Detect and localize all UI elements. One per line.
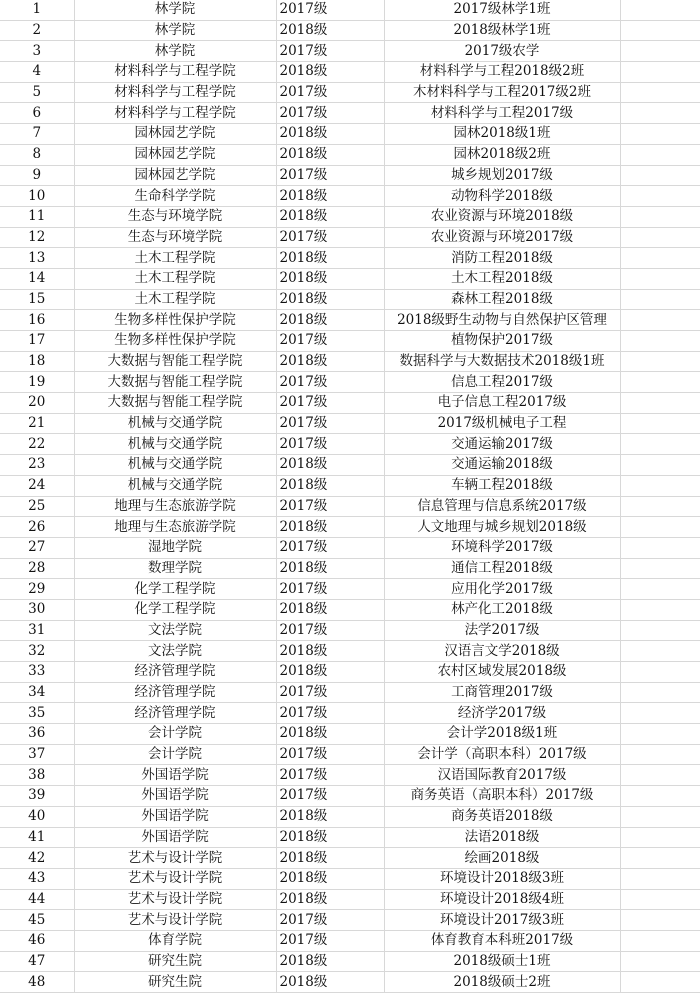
grade-cell[interactable]: 2018级 — [276, 455, 384, 476]
row-number-cell[interactable]: 37 — [0, 744, 74, 765]
grade-cell[interactable]: 2018级 — [276, 889, 384, 910]
grade-cell[interactable]: 2018级 — [276, 351, 384, 372]
empty-cell[interactable] — [620, 393, 700, 414]
college-cell[interactable]: 材料科学与工程学院 — [74, 82, 276, 103]
row-number-cell[interactable]: 42 — [0, 848, 74, 869]
empty-cell[interactable] — [620, 0, 700, 20]
college-cell[interactable]: 艺术与设计学院 — [74, 848, 276, 869]
empty-cell[interactable] — [620, 579, 700, 600]
empty-cell[interactable] — [620, 413, 700, 434]
college-cell[interactable]: 机械与交通学院 — [74, 413, 276, 434]
table-row[interactable] — [0, 227, 700, 248]
college-cell[interactable]: 艺术与设计学院 — [74, 910, 276, 931]
table-row[interactable] — [0, 868, 700, 889]
class-cell[interactable]: 2017级农学 — [384, 41, 620, 62]
empty-cell[interactable] — [620, 682, 700, 703]
college-cell[interactable]: 机械与交通学院 — [74, 455, 276, 476]
grade-cell[interactable]: 2017级 — [276, 744, 384, 765]
college-cell[interactable]: 林学院 — [74, 41, 276, 62]
class-cell[interactable]: 环境科学2017级 — [384, 537, 620, 558]
empty-cell[interactable] — [620, 724, 700, 745]
grade-cell[interactable]: 2018级 — [276, 972, 384, 993]
class-cell[interactable]: 工商管理2017级 — [384, 682, 620, 703]
grade-cell[interactable]: 2018级 — [276, 662, 384, 683]
class-cell[interactable]: 土木工程2018级 — [384, 268, 620, 289]
table-row[interactable] — [0, 289, 700, 310]
class-cell[interactable]: 环境设计2018级4班 — [384, 889, 620, 910]
table-row[interactable] — [0, 393, 700, 414]
college-cell[interactable]: 外国语学院 — [74, 765, 276, 786]
college-cell[interactable]: 林学院 — [74, 20, 276, 41]
class-cell[interactable]: 2017级机械电子工程 — [384, 413, 620, 434]
table-row[interactable] — [0, 641, 700, 662]
empty-cell[interactable] — [620, 227, 700, 248]
empty-cell[interactable] — [620, 103, 700, 124]
college-cell[interactable]: 园林园艺学院 — [74, 144, 276, 165]
grade-cell[interactable]: 2018级 — [276, 951, 384, 972]
table-row[interactable] — [0, 413, 700, 434]
row-number-cell[interactable]: 34 — [0, 682, 74, 703]
class-cell[interactable]: 商务英语（高职本科）2017级 — [384, 786, 620, 807]
college-cell[interactable]: 材料科学与工程学院 — [74, 62, 276, 83]
grade-cell[interactable]: 2017级 — [276, 41, 384, 62]
class-cell[interactable]: 电子信息工程2017级 — [384, 393, 620, 414]
grade-cell[interactable]: 2017级 — [276, 765, 384, 786]
grade-cell[interactable]: 2017级 — [276, 393, 384, 414]
college-cell[interactable]: 数理学院 — [74, 558, 276, 579]
grade-cell[interactable]: 2018级 — [276, 268, 384, 289]
table-row[interactable] — [0, 827, 700, 848]
table-row[interactable] — [0, 351, 700, 372]
table-row[interactable] — [0, 765, 700, 786]
table-row[interactable] — [0, 972, 700, 993]
grade-cell[interactable]: 2017级 — [276, 930, 384, 951]
table-row[interactable] — [0, 744, 700, 765]
row-number-cell[interactable]: 13 — [0, 248, 74, 269]
row-number-cell[interactable]: 10 — [0, 186, 74, 207]
grade-cell[interactable]: 2017级 — [276, 496, 384, 517]
row-number-cell[interactable]: 36 — [0, 724, 74, 745]
row-number-cell[interactable]: 18 — [0, 351, 74, 372]
college-cell[interactable]: 林学院 — [74, 0, 276, 20]
class-cell[interactable]: 植物保护2017级 — [384, 331, 620, 352]
row-number-cell[interactable]: 19 — [0, 372, 74, 393]
empty-cell[interactable] — [620, 786, 700, 807]
row-number-cell[interactable]: 33 — [0, 662, 74, 683]
college-cell[interactable]: 生物多样性保护学院 — [74, 331, 276, 352]
row-number-cell[interactable]: 27 — [0, 537, 74, 558]
empty-cell[interactable] — [620, 827, 700, 848]
table-row[interactable] — [0, 951, 700, 972]
empty-cell[interactable] — [620, 662, 700, 683]
table-row[interactable] — [0, 144, 700, 165]
row-number-cell[interactable]: 44 — [0, 889, 74, 910]
row-number-cell[interactable]: 43 — [0, 868, 74, 889]
grade-cell[interactable]: 2017级 — [276, 413, 384, 434]
grade-cell[interactable]: 2017级 — [276, 703, 384, 724]
grade-cell[interactable]: 2018级 — [276, 868, 384, 889]
class-cell[interactable]: 法学2017级 — [384, 620, 620, 641]
row-number-cell[interactable]: 47 — [0, 951, 74, 972]
table-row[interactable] — [0, 20, 700, 41]
empty-cell[interactable] — [620, 310, 700, 331]
table-row[interactable] — [0, 372, 700, 393]
class-cell[interactable]: 法语2018级 — [384, 827, 620, 848]
class-cell[interactable]: 园林2018级2班 — [384, 144, 620, 165]
table-row[interactable] — [0, 206, 700, 227]
empty-cell[interactable] — [620, 248, 700, 269]
empty-cell[interactable] — [620, 744, 700, 765]
college-cell[interactable]: 生命科学学院 — [74, 186, 276, 207]
row-number-cell[interactable]: 17 — [0, 331, 74, 352]
empty-cell[interactable] — [620, 62, 700, 83]
college-cell[interactable]: 生物多样性保护学院 — [74, 310, 276, 331]
grade-cell[interactable]: 2018级 — [276, 827, 384, 848]
table-row[interactable] — [0, 268, 700, 289]
empty-cell[interactable] — [620, 951, 700, 972]
row-number-cell[interactable]: 38 — [0, 765, 74, 786]
grade-cell[interactable]: 2018级 — [276, 475, 384, 496]
college-cell[interactable]: 会计学院 — [74, 724, 276, 745]
table-row[interactable] — [0, 806, 700, 827]
grade-cell[interactable]: 2018级 — [276, 599, 384, 620]
row-number-cell[interactable]: 16 — [0, 310, 74, 331]
class-cell[interactable]: 动物科学2018级 — [384, 186, 620, 207]
row-number-cell[interactable]: 11 — [0, 206, 74, 227]
empty-cell[interactable] — [620, 599, 700, 620]
empty-cell[interactable] — [620, 144, 700, 165]
grade-cell[interactable]: 2018级 — [276, 124, 384, 145]
grade-cell[interactable]: 2018级 — [276, 144, 384, 165]
college-cell[interactable]: 化学工程学院 — [74, 599, 276, 620]
grade-cell[interactable]: 2018级 — [276, 724, 384, 745]
row-number-cell[interactable]: 20 — [0, 393, 74, 414]
empty-cell[interactable] — [620, 930, 700, 951]
row-number-cell[interactable]: 35 — [0, 703, 74, 724]
table-row[interactable] — [0, 889, 700, 910]
table-row[interactable] — [0, 537, 700, 558]
table-row[interactable] — [0, 124, 700, 145]
row-number-cell[interactable]: 32 — [0, 641, 74, 662]
row-number-cell[interactable]: 14 — [0, 268, 74, 289]
college-cell[interactable]: 研究生院 — [74, 972, 276, 993]
grade-cell[interactable]: 2018级 — [276, 517, 384, 538]
empty-cell[interactable] — [620, 206, 700, 227]
table-row[interactable] — [0, 165, 700, 186]
grade-cell[interactable]: 2017级 — [276, 434, 384, 455]
grade-cell[interactable]: 2017级 — [276, 165, 384, 186]
grade-cell[interactable]: 2017级 — [276, 227, 384, 248]
college-cell[interactable]: 体育学院 — [74, 930, 276, 951]
college-cell[interactable]: 文法学院 — [74, 641, 276, 662]
class-cell[interactable]: 材料科学与工程2018级2班 — [384, 62, 620, 83]
class-cell[interactable]: 农业资源与环境2017级 — [384, 227, 620, 248]
grade-cell[interactable]: 2017级 — [276, 620, 384, 641]
class-cell[interactable]: 商务英语2018级 — [384, 806, 620, 827]
table-row[interactable] — [0, 434, 700, 455]
college-cell[interactable]: 机械与交通学院 — [74, 434, 276, 455]
row-number-cell[interactable]: 2 — [0, 20, 74, 41]
row-number-cell[interactable]: 28 — [0, 558, 74, 579]
college-cell[interactable]: 湿地学院 — [74, 537, 276, 558]
class-cell[interactable]: 信息工程2017级 — [384, 372, 620, 393]
college-cell[interactable]: 生态与环境学院 — [74, 206, 276, 227]
table-row[interactable] — [0, 186, 700, 207]
table-row[interactable] — [0, 682, 700, 703]
table-row[interactable] — [0, 62, 700, 83]
empty-cell[interactable] — [620, 910, 700, 931]
table-row[interactable] — [0, 724, 700, 745]
college-cell[interactable]: 地理与生态旅游学院 — [74, 517, 276, 538]
table-row[interactable] — [0, 848, 700, 869]
empty-cell[interactable] — [620, 165, 700, 186]
college-cell[interactable]: 经济管理学院 — [74, 662, 276, 683]
empty-cell[interactable] — [620, 124, 700, 145]
table-row[interactable] — [0, 331, 700, 352]
row-number-cell[interactable]: 7 — [0, 124, 74, 145]
table-row[interactable] — [0, 703, 700, 724]
row-number-cell[interactable]: 12 — [0, 227, 74, 248]
empty-cell[interactable] — [620, 434, 700, 455]
row-number-cell[interactable]: 48 — [0, 972, 74, 993]
grade-cell[interactable]: 2017级 — [276, 579, 384, 600]
class-cell[interactable]: 交通运输2018级 — [384, 455, 620, 476]
empty-cell[interactable] — [620, 41, 700, 62]
empty-cell[interactable] — [620, 703, 700, 724]
empty-cell[interactable] — [620, 765, 700, 786]
table-row[interactable] — [0, 455, 700, 476]
table-row[interactable] — [0, 579, 700, 600]
table-row[interactable] — [0, 599, 700, 620]
college-cell[interactable]: 外国语学院 — [74, 786, 276, 807]
empty-cell[interactable] — [620, 848, 700, 869]
college-cell[interactable]: 外国语学院 — [74, 827, 276, 848]
row-number-cell[interactable]: 41 — [0, 827, 74, 848]
college-cell[interactable]: 艺术与设计学院 — [74, 868, 276, 889]
college-cell[interactable]: 土木工程学院 — [74, 268, 276, 289]
empty-cell[interactable] — [620, 289, 700, 310]
empty-cell[interactable] — [620, 20, 700, 41]
row-number-cell[interactable]: 40 — [0, 806, 74, 827]
empty-cell[interactable] — [620, 372, 700, 393]
class-cell[interactable]: 2018级野生动物与自然保护区管理 — [384, 310, 620, 331]
class-cell[interactable]: 体育教育本科班2017级 — [384, 930, 620, 951]
empty-cell[interactable] — [620, 972, 700, 993]
empty-cell[interactable] — [620, 558, 700, 579]
college-cell[interactable]: 土木工程学院 — [74, 248, 276, 269]
grade-cell[interactable]: 2017级 — [276, 910, 384, 931]
class-cell[interactable]: 车辆工程2018级 — [384, 475, 620, 496]
empty-cell[interactable] — [620, 517, 700, 538]
class-cell[interactable]: 交通运输2017级 — [384, 434, 620, 455]
class-cell[interactable]: 2018级硕士2班 — [384, 972, 620, 993]
row-number-cell[interactable]: 15 — [0, 289, 74, 310]
college-cell[interactable]: 机械与交通学院 — [74, 475, 276, 496]
grade-cell[interactable]: 2018级 — [276, 289, 384, 310]
grade-cell[interactable]: 2017级 — [276, 537, 384, 558]
class-cell[interactable]: 通信工程2018级 — [384, 558, 620, 579]
table-row[interactable] — [0, 0, 700, 20]
college-cell[interactable]: 艺术与设计学院 — [74, 889, 276, 910]
empty-cell[interactable] — [620, 889, 700, 910]
empty-cell[interactable] — [620, 806, 700, 827]
class-cell[interactable]: 会计学（高职本科）2017级 — [384, 744, 620, 765]
row-number-cell[interactable]: 24 — [0, 475, 74, 496]
college-cell[interactable]: 经济管理学院 — [74, 703, 276, 724]
grade-cell[interactable]: 2018级 — [276, 558, 384, 579]
class-cell[interactable]: 木材料科学与工程2017级2班 — [384, 82, 620, 103]
row-number-cell[interactable]: 8 — [0, 144, 74, 165]
empty-cell[interactable] — [620, 351, 700, 372]
college-cell[interactable]: 园林园艺学院 — [74, 165, 276, 186]
row-number-cell[interactable]: 1 — [0, 0, 74, 20]
empty-cell[interactable] — [620, 868, 700, 889]
college-cell[interactable]: 会计学院 — [74, 744, 276, 765]
empty-cell[interactable] — [620, 268, 700, 289]
table-row[interactable] — [0, 41, 700, 62]
college-cell[interactable]: 化学工程学院 — [74, 579, 276, 600]
row-number-cell[interactable]: 6 — [0, 103, 74, 124]
college-cell[interactable]: 外国语学院 — [74, 806, 276, 827]
grade-cell[interactable]: 2018级 — [276, 848, 384, 869]
grade-cell[interactable]: 2017级 — [276, 0, 384, 20]
grade-cell[interactable]: 2017级 — [276, 331, 384, 352]
class-cell[interactable]: 园林2018级1班 — [384, 124, 620, 145]
empty-cell[interactable] — [620, 475, 700, 496]
table-row[interactable] — [0, 310, 700, 331]
college-cell[interactable]: 文法学院 — [74, 620, 276, 641]
grade-cell[interactable]: 2017级 — [276, 786, 384, 807]
row-number-cell[interactable]: 9 — [0, 165, 74, 186]
row-number-cell[interactable]: 29 — [0, 579, 74, 600]
table-row[interactable] — [0, 910, 700, 931]
grade-cell[interactable]: 2018级 — [276, 62, 384, 83]
college-cell[interactable]: 园林园艺学院 — [74, 124, 276, 145]
class-cell[interactable]: 森林工程2018级 — [384, 289, 620, 310]
college-cell[interactable]: 大数据与智能工程学院 — [74, 393, 276, 414]
row-number-cell[interactable]: 46 — [0, 930, 74, 951]
grade-cell[interactable]: 2018级 — [276, 310, 384, 331]
table-row[interactable] — [0, 558, 700, 579]
empty-cell[interactable] — [620, 537, 700, 558]
class-cell[interactable]: 2018级硕士1班 — [384, 951, 620, 972]
row-number-cell[interactable]: 4 — [0, 62, 74, 83]
row-number-cell[interactable]: 23 — [0, 455, 74, 476]
class-cell[interactable]: 林产化工2018级 — [384, 599, 620, 620]
empty-cell[interactable] — [620, 620, 700, 641]
grade-cell[interactable]: 2018级 — [276, 806, 384, 827]
table-row[interactable] — [0, 248, 700, 269]
empty-cell[interactable] — [620, 496, 700, 517]
row-number-cell[interactable]: 39 — [0, 786, 74, 807]
empty-cell[interactable] — [620, 331, 700, 352]
grade-cell[interactable]: 2018级 — [276, 186, 384, 207]
class-cell[interactable]: 2018级林学1班 — [384, 20, 620, 41]
table-row[interactable] — [0, 662, 700, 683]
table-row[interactable] — [0, 103, 700, 124]
grade-cell[interactable]: 2017级 — [276, 82, 384, 103]
class-cell[interactable]: 农业资源与环境2018级 — [384, 206, 620, 227]
grade-cell[interactable]: 2017级 — [276, 682, 384, 703]
class-cell[interactable]: 汉语国际教育2017级 — [384, 765, 620, 786]
row-number-cell[interactable]: 22 — [0, 434, 74, 455]
grade-cell[interactable]: 2017级 — [276, 372, 384, 393]
table-row[interactable] — [0, 496, 700, 517]
class-cell[interactable]: 数据科学与大数据技术2018级1班 — [384, 351, 620, 372]
college-cell[interactable]: 土木工程学院 — [74, 289, 276, 310]
row-number-cell[interactable]: 45 — [0, 910, 74, 931]
class-cell[interactable]: 人文地理与城乡规划2018级 — [384, 517, 620, 538]
table-row[interactable] — [0, 517, 700, 538]
college-cell[interactable]: 大数据与智能工程学院 — [74, 372, 276, 393]
class-cell[interactable]: 信息管理与信息系统2017级 — [384, 496, 620, 517]
class-cell[interactable]: 2017级林学1班 — [384, 0, 620, 20]
row-number-cell[interactable]: 3 — [0, 41, 74, 62]
grade-cell[interactable]: 2017级 — [276, 103, 384, 124]
class-cell[interactable]: 应用化学2017级 — [384, 579, 620, 600]
class-cell[interactable]: 消防工程2018级 — [384, 248, 620, 269]
empty-cell[interactable] — [620, 455, 700, 476]
college-cell[interactable]: 地理与生态旅游学院 — [74, 496, 276, 517]
table-row[interactable] — [0, 930, 700, 951]
empty-cell[interactable] — [620, 82, 700, 103]
grade-cell[interactable]: 2018级 — [276, 206, 384, 227]
empty-cell[interactable] — [620, 641, 700, 662]
college-cell[interactable]: 生态与环境学院 — [74, 227, 276, 248]
row-number-cell[interactable]: 31 — [0, 620, 74, 641]
empty-cell[interactable] — [620, 186, 700, 207]
class-cell[interactable]: 环境设计2018级3班 — [384, 868, 620, 889]
class-cell[interactable]: 农村区域发展2018级 — [384, 662, 620, 683]
class-cell[interactable]: 汉语言文学2018级 — [384, 641, 620, 662]
class-cell[interactable]: 环境设计2017级3班 — [384, 910, 620, 931]
row-number-cell[interactable]: 25 — [0, 496, 74, 517]
class-cell[interactable]: 经济学2017级 — [384, 703, 620, 724]
table-row[interactable] — [0, 786, 700, 807]
college-cell[interactable]: 经济管理学院 — [74, 682, 276, 703]
college-cell[interactable]: 材料科学与工程学院 — [74, 103, 276, 124]
row-number-cell[interactable]: 30 — [0, 599, 74, 620]
class-cell[interactable]: 绘画2018级 — [384, 848, 620, 869]
grade-cell[interactable]: 2018级 — [276, 641, 384, 662]
table-row[interactable] — [0, 620, 700, 641]
college-cell[interactable]: 研究生院 — [74, 951, 276, 972]
table-row[interactable] — [0, 475, 700, 496]
row-number-cell[interactable]: 5 — [0, 82, 74, 103]
grade-cell[interactable]: 2018级 — [276, 20, 384, 41]
grade-cell[interactable]: 2018级 — [276, 248, 384, 269]
class-cell[interactable]: 材料科学与工程2017级 — [384, 103, 620, 124]
row-number-cell[interactable]: 26 — [0, 517, 74, 538]
row-number-cell[interactable]: 21 — [0, 413, 74, 434]
class-cell[interactable]: 会计学2018级1班 — [384, 724, 620, 745]
class-cell[interactable]: 城乡规划2017级 — [384, 165, 620, 186]
table-row[interactable] — [0, 82, 700, 103]
college-cell[interactable]: 大数据与智能工程学院 — [74, 351, 276, 372]
